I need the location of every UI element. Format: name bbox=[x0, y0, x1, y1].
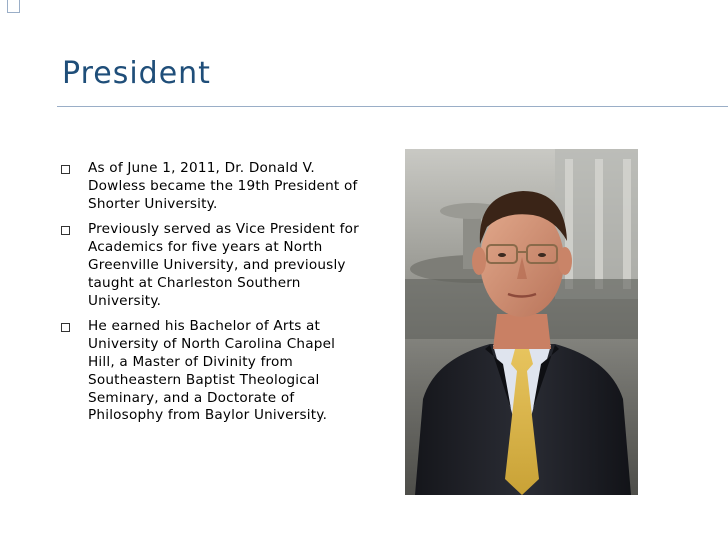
bullet-text: He earned his Bachelor of Arts at University of North Carolina Chapel Hill, a Master of Divinity from Southeastern Baptist Theological Seminary, and a Doctorate of Philosophy from Baylor University. bbox=[88, 318, 336, 424]
slide-title: President bbox=[62, 56, 211, 91]
background-column bbox=[623, 159, 631, 289]
bullet-item bbox=[60, 318, 360, 425]
bullet-list bbox=[60, 160, 360, 433]
square-bullet-icon bbox=[61, 226, 70, 235]
square-bullet-icon bbox=[61, 165, 70, 174]
right-ear bbox=[558, 247, 572, 275]
right-eye bbox=[538, 253, 546, 257]
left-ear bbox=[472, 247, 486, 275]
title-divider bbox=[57, 106, 728, 107]
bullet-item bbox=[60, 160, 360, 213]
bullet-text: Previously served as Vice President for Academics for five years at North Greenville University, and previously taught at Charleston Southern University. bbox=[88, 221, 359, 309]
bullet-item bbox=[60, 221, 360, 310]
background-column bbox=[595, 159, 603, 289]
decorative-corner-box bbox=[7, 0, 20, 13]
portrait-illustration bbox=[405, 149, 638, 495]
president-portrait-photo bbox=[405, 149, 638, 495]
left-eye bbox=[498, 253, 506, 257]
bullet-text: As of June 1, 2011, Dr. Donald V. Dowless became the 19th President of Shorter University. bbox=[88, 160, 358, 212]
neck bbox=[493, 314, 551, 349]
square-bullet-icon bbox=[61, 323, 70, 332]
